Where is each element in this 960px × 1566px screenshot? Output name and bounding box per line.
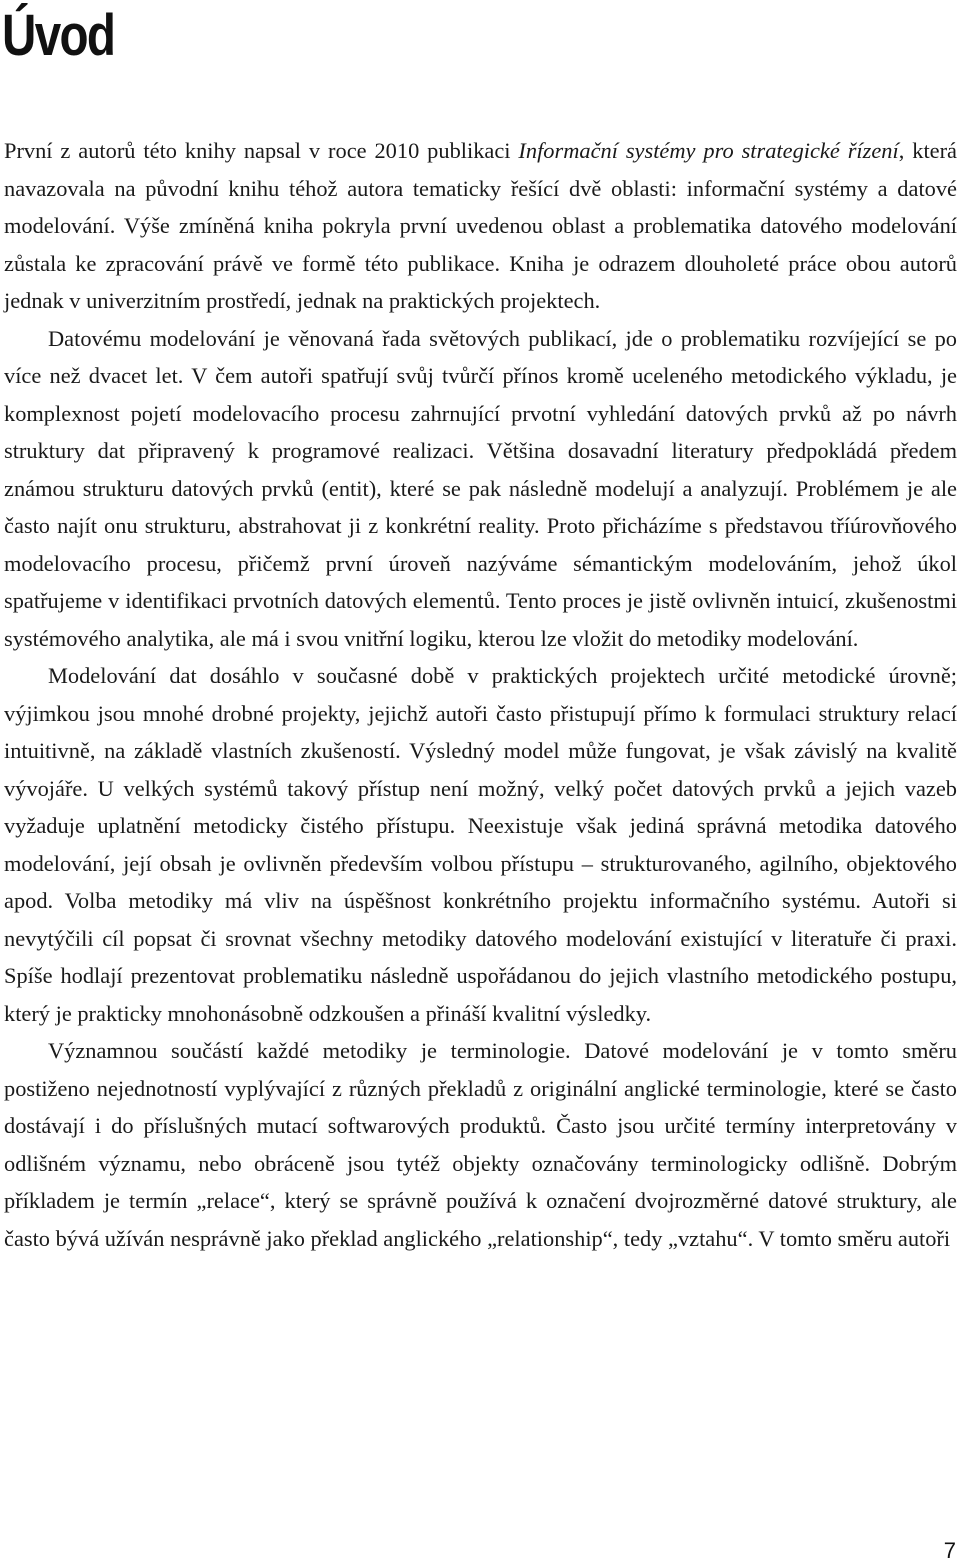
paragraph-2: Datovému modelování je věnovaná řada světových publikací, jde o problematiku rozvíjející se po více než dvacet let. V čem autoři spatřují svůj tvůrčí přínos kromě uceleného metodického výkladu, je komplexnost pojetí modelovacího procesu zahrnující prvotní vyhledání datových prvků až po návrh struktury dat připravený k programové realizaci. Většina dosavadní literatury předpokládá předem známou strukturu datových prvků (entit), které se pak následně modelují a analyzují. Problémem je ale často najít onu strukturu, abstrahovat ji z konkrétní reality. Proto přicházíme s představou tříúrovňového modelovacího procesu, přičemž první úroveň nazýváme sémantickým modelováním, jehož úkol spatřujeme v identifikaci prvotních datových elementů. Tento proces je jistě ovlivněn intuicí, zkušenostmi systémového analytika, ale má i svou vnitřní logiku, kterou lze vložit do metodiky modelování. — [4, 325, 957, 651]
page-number: 7 — [943, 1538, 956, 1563]
body-text — [4, 132, 957, 1257]
paragraph-1-start: První z autorů této knihy napsal v roce 2010 publikaci — [4, 138, 519, 163]
book-title-italic: Informační systémy pro strategické řízení — [518, 138, 899, 163]
paragraph-4: Významnou součástí každé metodiky je terminologie. Datové modelování je v tomto směru postiženo nejednotností vyplývající z různých překladů z originální anglické terminologie, které se často dostávají i do příslušných mutací softwarových produktů. Často jsou určité termíny interpretovány v odlišném významu, nebo obráceně jsou tytéž objekty označovány terminologicky odlišně. Dobrým příkladem je termín „relace“, který se správně používá k označení dvojrozměrné datové struktury, ale často bývá užíván nesprávně jako překlad anglického „relationship“, tedy „vztahu“. V tomto směru autoři — [4, 1038, 957, 1251]
paragraph-1 — [4, 132, 957, 320]
paragraph-1-rest: , která navazovala na původní knihu téhož autora tematicky řešící dvě oblasti: informační systémy a datové modelování. Výše zmíněná kniha pokryla první uvedenou oblast a problematika datového modelování zůstala ke zpracování právě ve formě této publikace. Kniha je odrazem dlouholeté práce obou autorů jednak v univerzitním prostředí, jednak na praktických projektech. — [4, 138, 957, 313]
paragraph-3: Modelování dat dosáhlo v současné době v praktických projektech určité metodické úrovně; výjimkou jsou mnohé drobné projekty, jejichž autoři často přistupují přímo k formulaci struktury relací intuitivně, na základě vlastních zkušeností. Výsledný model může fungovat, je však závislý na kvalitě vývojáře. U velkých systémů takový přístup není možný, velký počet datových prvků a jejich vazeb vyžaduje uplatnění metodicky čistého přístupu. Neexistuje však jediná správná metodika datového modelování, její obsah je ovlivněn především volbou přístupu – strukturovaného, agilního, objektového apod. Volba metodiky má vliv na úspěšnost konkrétního projektu informačního systému. Autoři si nevytýčili cíl popsat či srovnat všechny metodiky datového modelování existující v literatuře či praxi. Spíše hodlají prezentovat problematiku následně uspořádanou do jejich vlastního metodického postupu, který je prakticky mnohonásobně odzkoušen a přináší kvalitní výsledky. — [4, 663, 957, 1026]
chapter-title: Úvod — [2, 3, 115, 68]
